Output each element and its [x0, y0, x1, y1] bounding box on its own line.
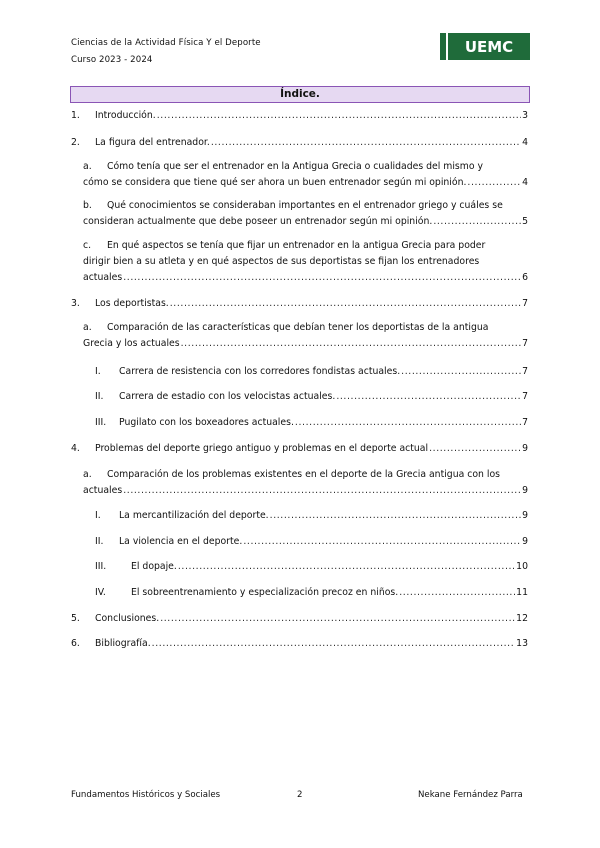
- toc-entry-3a[interactable]: a. Comparación de las características que debían tener los deportistas de la antigua Grecia y los actuales ..... 7: [83, 320, 528, 352]
- toc-entry-3a-iii[interactable]: III. Pugilato con los boxeadores actuales. ..... 7: [95, 415, 528, 431]
- toc-entry-4a-i[interactable]: I. La mercantilización del deporte. ..... 9: [95, 508, 528, 524]
- footer-page-number: 2: [297, 790, 303, 800]
- toc-entry-2c[interactable]: c. En qué aspectos se tenía que fijar un entrenador en la antigua Grecia para poder dirigir bien a su atleta y en qué aspectos de sus deportistas se fijan los entrenadores actuales ..... 6: [83, 238, 528, 286]
- toc-entry-problemas[interactable]: 4. Problemas del deporte griego antiguo y problemas en el deporte actual ..... 9: [71, 441, 528, 457]
- footer-subject: Fundamentos Históricos y Sociales: [71, 790, 221, 800]
- index-title: Índice.: [70, 86, 530, 103]
- toc-entry-introduccion[interactable]: 1. Introducción. ..... 3: [71, 108, 528, 124]
- toc-entry-4a-ii[interactable]: II. La violencia en el deporte. ..... 9: [95, 534, 528, 550]
- toc-entry-3a-ii[interactable]: II. Carrera de estadio con los velocistas actuales. ..... 7: [95, 389, 528, 405]
- toc-entry-figura-entrenador[interactable]: 2. La figura del entrenador. ..... 4: [71, 135, 528, 151]
- footer-author: Nekane Fernández Parra: [418, 790, 523, 800]
- toc-entry-bibliografia[interactable]: 6. Bibliografía. ..... 13: [71, 636, 528, 652]
- header-course-year: Curso 2023 - 2024: [71, 55, 153, 65]
- header-course-name: Ciencias de la Actividad Física Y el Deporte: [71, 38, 261, 48]
- toc-entry-2b[interactable]: b. Qué conocimientos se consideraban importantes en el entrenador griego y cuáles se consideran actualmente que debe poseer un entrenador según mi opinión. ..... 5: [83, 198, 528, 230]
- toc-entry-2a[interactable]: a. Cómo tenía que ser el entrenador en la Antigua Grecia o cualidades del mismo y cómo se considera que tiene qué ser ahora un buen entrenador según mi opinión. ..... 4: [83, 159, 528, 191]
- toc-entry-4a-iii[interactable]: III. El dopaje. ..... 10: [95, 559, 528, 575]
- toc-entry-4a[interactable]: a. Comparación de los problemas existentes en el deporte de la Grecia antigua con los actuales ..... 9: [83, 467, 528, 499]
- toc-entry-4a-iv[interactable]: IV. El sobreentrenamiento y especialización precoz en niños. ..... 11: [95, 585, 528, 601]
- toc-entry-deportistas[interactable]: 3. Los deportistas. ..... 7: [71, 296, 528, 312]
- toc-entry-conclusiones[interactable]: 5. Conclusiones. ..... 12: [71, 611, 528, 627]
- toc-entry-3a-i[interactable]: I. Carrera de resistencia con los corredores fondistas actuales. ..... 7: [95, 364, 528, 380]
- logo-text: UEMC: [464, 38, 514, 56]
